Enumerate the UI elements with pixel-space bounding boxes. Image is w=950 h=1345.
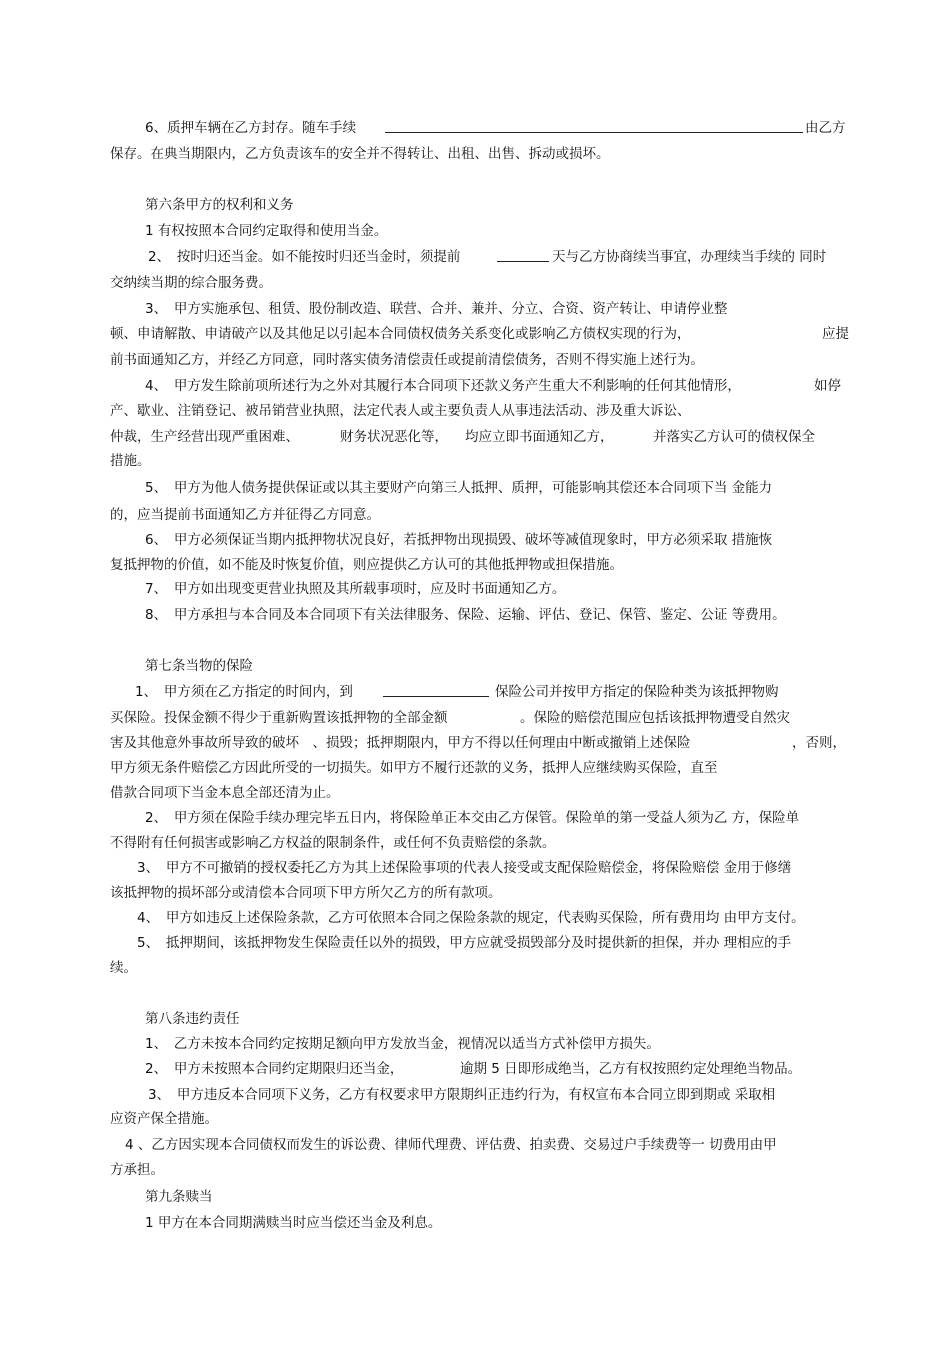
clause-line: 复抵押物的价值，如不能及时恢复价值，则应提供乙方认可的其他抵押物或担保措施。 <box>110 557 623 573</box>
clause-line: 续。 <box>110 960 137 976</box>
clause-line: 2、 甲方未按照本合同约定期限归还当金， <box>145 1061 404 1077</box>
clause-line: 害及其他意外事故所导致的破坏 、损毁；抵押期限内，甲方不得以任何理由中断或撤销上述保险 <box>110 735 691 751</box>
article-title: 第七条当物的保险 <box>145 658 253 674</box>
clause-line: 。保险的赔偿范围应包括该抵押物遭受自然灾 <box>520 710 790 726</box>
clause-line: 不得附有任何损害或影响乙方权益的限制条件，或任何不负责赔偿的条款。 <box>110 835 556 851</box>
clause-line: 4 、乙方因实现本合同债权而发生的诉讼费、律师代理费、评估费、拍卖费、交易过户手续费等一 切费用由甲 <box>125 1137 777 1153</box>
clause-line: 如停 <box>814 378 841 394</box>
clause-line: 1、 乙方未按本合同约定按期足额向甲方发放当金，视情况以适当方式补偿甲方损失。 <box>145 1036 660 1052</box>
clause-line: 产、歇业、注销登记、被吊销营业执照，法定代表人或主要负责人从事违法活动、涉及重大诉讼、 <box>110 403 691 419</box>
clause-line: 甲方须无条件赔偿乙方因此所受的一切损失。如甲方不履行还款的义务，抵押人应继续购买保险，直至 <box>110 760 718 776</box>
clause-line: ，否则， <box>792 735 846 751</box>
article-title: 第八条违约责任 <box>145 1011 240 1027</box>
clause-line: 仲裁，生产经营出现严重困难、 <box>110 429 299 445</box>
article-title: 第九条赎当 <box>145 1189 213 1205</box>
clause-line: 措施。 <box>110 453 151 469</box>
clause-line: 均应立即书面通知乙方， <box>465 429 614 445</box>
clause-line <box>145 119 356 137</box>
clause-line: 3、 甲方违反本合同项下义务，乙方有权要求甲方限期纠正违约行为，有权宣布本合同立即到期或 采取相 <box>148 1087 776 1103</box>
blank-underline <box>383 684 489 697</box>
clause-line <box>110 145 610 163</box>
clause-line <box>805 119 846 137</box>
clause-line: 交纳续当期的综合服务费。 <box>110 275 272 291</box>
blank-underline <box>385 120 803 133</box>
clause-text: 保存。在典当期限内，乙方负责该车的安全并不得转让、出租、出售、拆动或损坏。 <box>110 146 610 162</box>
clause-line: 3、 甲方不可撤销的授权委托乙方为其上述保险事项的代表人接受或支配保险赔偿金，将保险赔偿 金用于修缮 <box>137 860 792 876</box>
clause-line: 并落实乙方认可的债权保全 <box>653 429 815 445</box>
clause-line: 该抵押物的损坏部分或清偿本合同项下甲方所欠乙方的所有款项。 <box>110 885 502 901</box>
clause-line: 天与乙方协商续当事宜，办理续当手续的 同时 <box>552 249 827 265</box>
clause-line: 5、 甲方为他人债务提供保证或以其主要财产向第三人抵押、质押，可能影响其偿还本合同项下当 金能力 <box>145 480 773 496</box>
clause-line: 买保险。投保金额不得少于重新购置该抵押物的全部金额 <box>110 710 448 726</box>
clause-text: 6、质押车辆在乙方封存。随车手续 <box>145 120 357 136</box>
clause-line: 保险公司并按甲方指定的保险种类为该抵押物购 <box>495 684 779 700</box>
clause-line: 的，应当提前书面通知乙方并征得乙方同意。 <box>110 507 380 523</box>
clause-line: 1 有权按照本合同约定取得和使用当金。 <box>145 223 388 239</box>
article-title: 第六条甲方的权利和义务 <box>145 197 294 213</box>
clause-line: 方承担。 <box>110 1162 164 1178</box>
clause-line: 4、 甲方发生除前项所述行为之外对其履行本合同项下还款义务产生重大不利影响的任何其他情形， <box>145 378 741 394</box>
clause-line: 4、 甲方如违反上述保险条款，乙方可依照本合同之保险条款的规定，代表购买保险，所有费用均 由甲方支付。 <box>137 910 805 926</box>
clause-line: 5、 抵押期间，该抵押物发生保险责任以外的损毁，甲方应就受损毁部分及时提供新的担保，并办 理相应的手 <box>137 935 792 951</box>
clause-line: 前书面通知乙方，并经乙方同意，同时落实债务清偿责任或提前清偿债务，否则不得实施上述行为。 <box>110 352 704 368</box>
clause-line: 7、 甲方如出现变更营业执照及其所载事项时，应及时书面通知乙方。 <box>145 581 566 597</box>
clause-line: 2、 甲方须在保险手续办理完毕五日内，将保险单正本交由乙方保管。保险单的第一受益人须为乙 方，保险单 <box>145 810 800 826</box>
clause-line: 顿、申请解散、申请破产以及其他足以引起本合同债权债务关系变化或影响乙方债权实现的行为， <box>110 326 691 342</box>
clause-line: 3、 甲方实施承包、租赁、股份制改造、联营、合并、兼并、分立、合资、资产转让、申请停业整 <box>145 301 728 317</box>
clause-line: 2、 按时归还当金。如不能按时归还当金时，须提前 <box>148 249 461 265</box>
clause-line: 1 甲方在本合同期满赎当时应当偿还当金及利息。 <box>145 1215 442 1231</box>
clause-text: 由乙方 <box>805 120 846 136</box>
clause-line: 逾期 5 日即形成绝当，乙方有权按照约定处理绝当物品。 <box>460 1061 802 1077</box>
clause-line: 8、 甲方承担与本合同及本合同项下有关法律服务、保险、运输、评估、登记、保管、鉴定、公证 等费用。 <box>145 607 786 623</box>
clause-line: 应提 <box>822 326 849 342</box>
clause-line: 借款合同项下当金本息全部还清为止。 <box>110 785 340 801</box>
clause-line: 应资产保全措施。 <box>110 1111 218 1127</box>
blank-underline <box>497 249 549 262</box>
clause-line: 1、 甲方须在乙方指定的时间内，到 <box>135 684 353 700</box>
clause-line: 财务状况恶化等， <box>340 429 448 445</box>
clause-line: 6、 甲方必须保证当期内抵押物状况良好，若抵押物出现损毁、破坏等减值现象时，甲方必须采取 措施恢 <box>145 532 773 548</box>
